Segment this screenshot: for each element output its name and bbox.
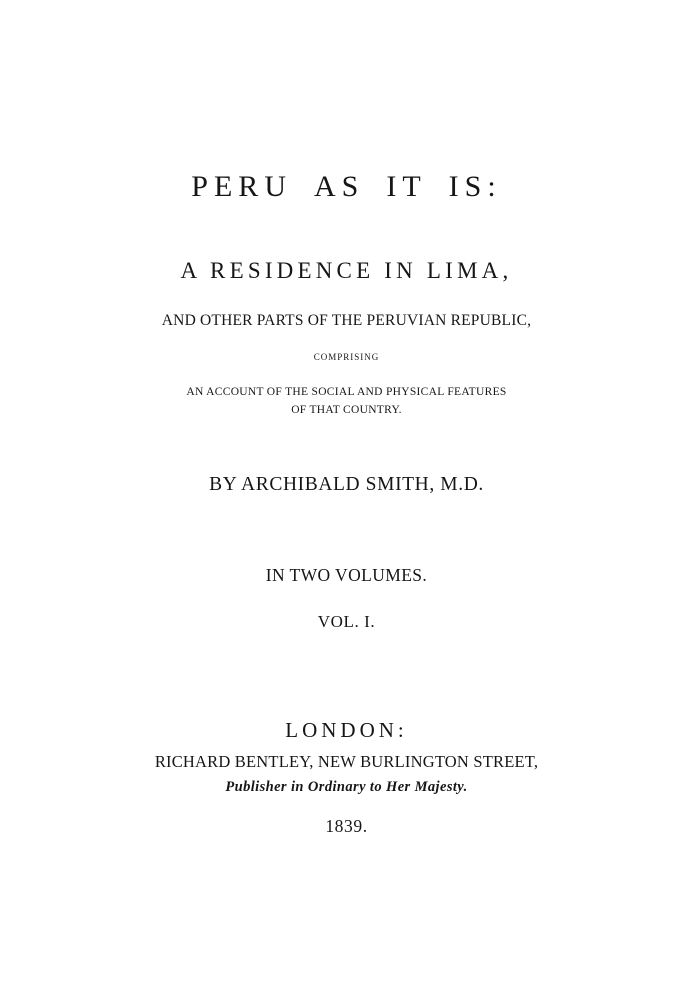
author-line: BY ARCHIBALD SMITH, M.D. — [209, 474, 484, 495]
description-line-1: AN ACCOUNT OF THE SOCIAL AND PHYSICAL FEATURES — [186, 386, 507, 398]
comprising-label: COMPRISING — [313, 352, 380, 362]
volumes-line: IN TWO VOLUMES. — [265, 565, 428, 585]
title-word-is: IS: — [448, 170, 502, 203]
volume-number: VOL. I. — [317, 612, 376, 631]
title-word-peru: PERU — [191, 170, 292, 203]
title-word-it: IT — [386, 170, 427, 203]
publication-year: 1839. — [325, 816, 368, 836]
subtitle-line-2: AND OTHER PARTS OF THE PERUVIAN REPUBLIC, — [161, 312, 532, 329]
publisher-line: RICHARD BENTLEY, NEW BURLINGTON STREET, — [154, 752, 539, 771]
subtitle: A RESIDENCE IN LIMA, — [180, 258, 513, 283]
description-line-2: OF THAT COUNTRY. — [291, 404, 402, 416]
imprint-place: LONDON: — [285, 718, 408, 742]
book-title — [0, 172, 693, 202]
publisher-note: Publisher in Ordinary to Her Majesty. — [225, 779, 468, 795]
title-word-as: AS — [313, 170, 365, 203]
